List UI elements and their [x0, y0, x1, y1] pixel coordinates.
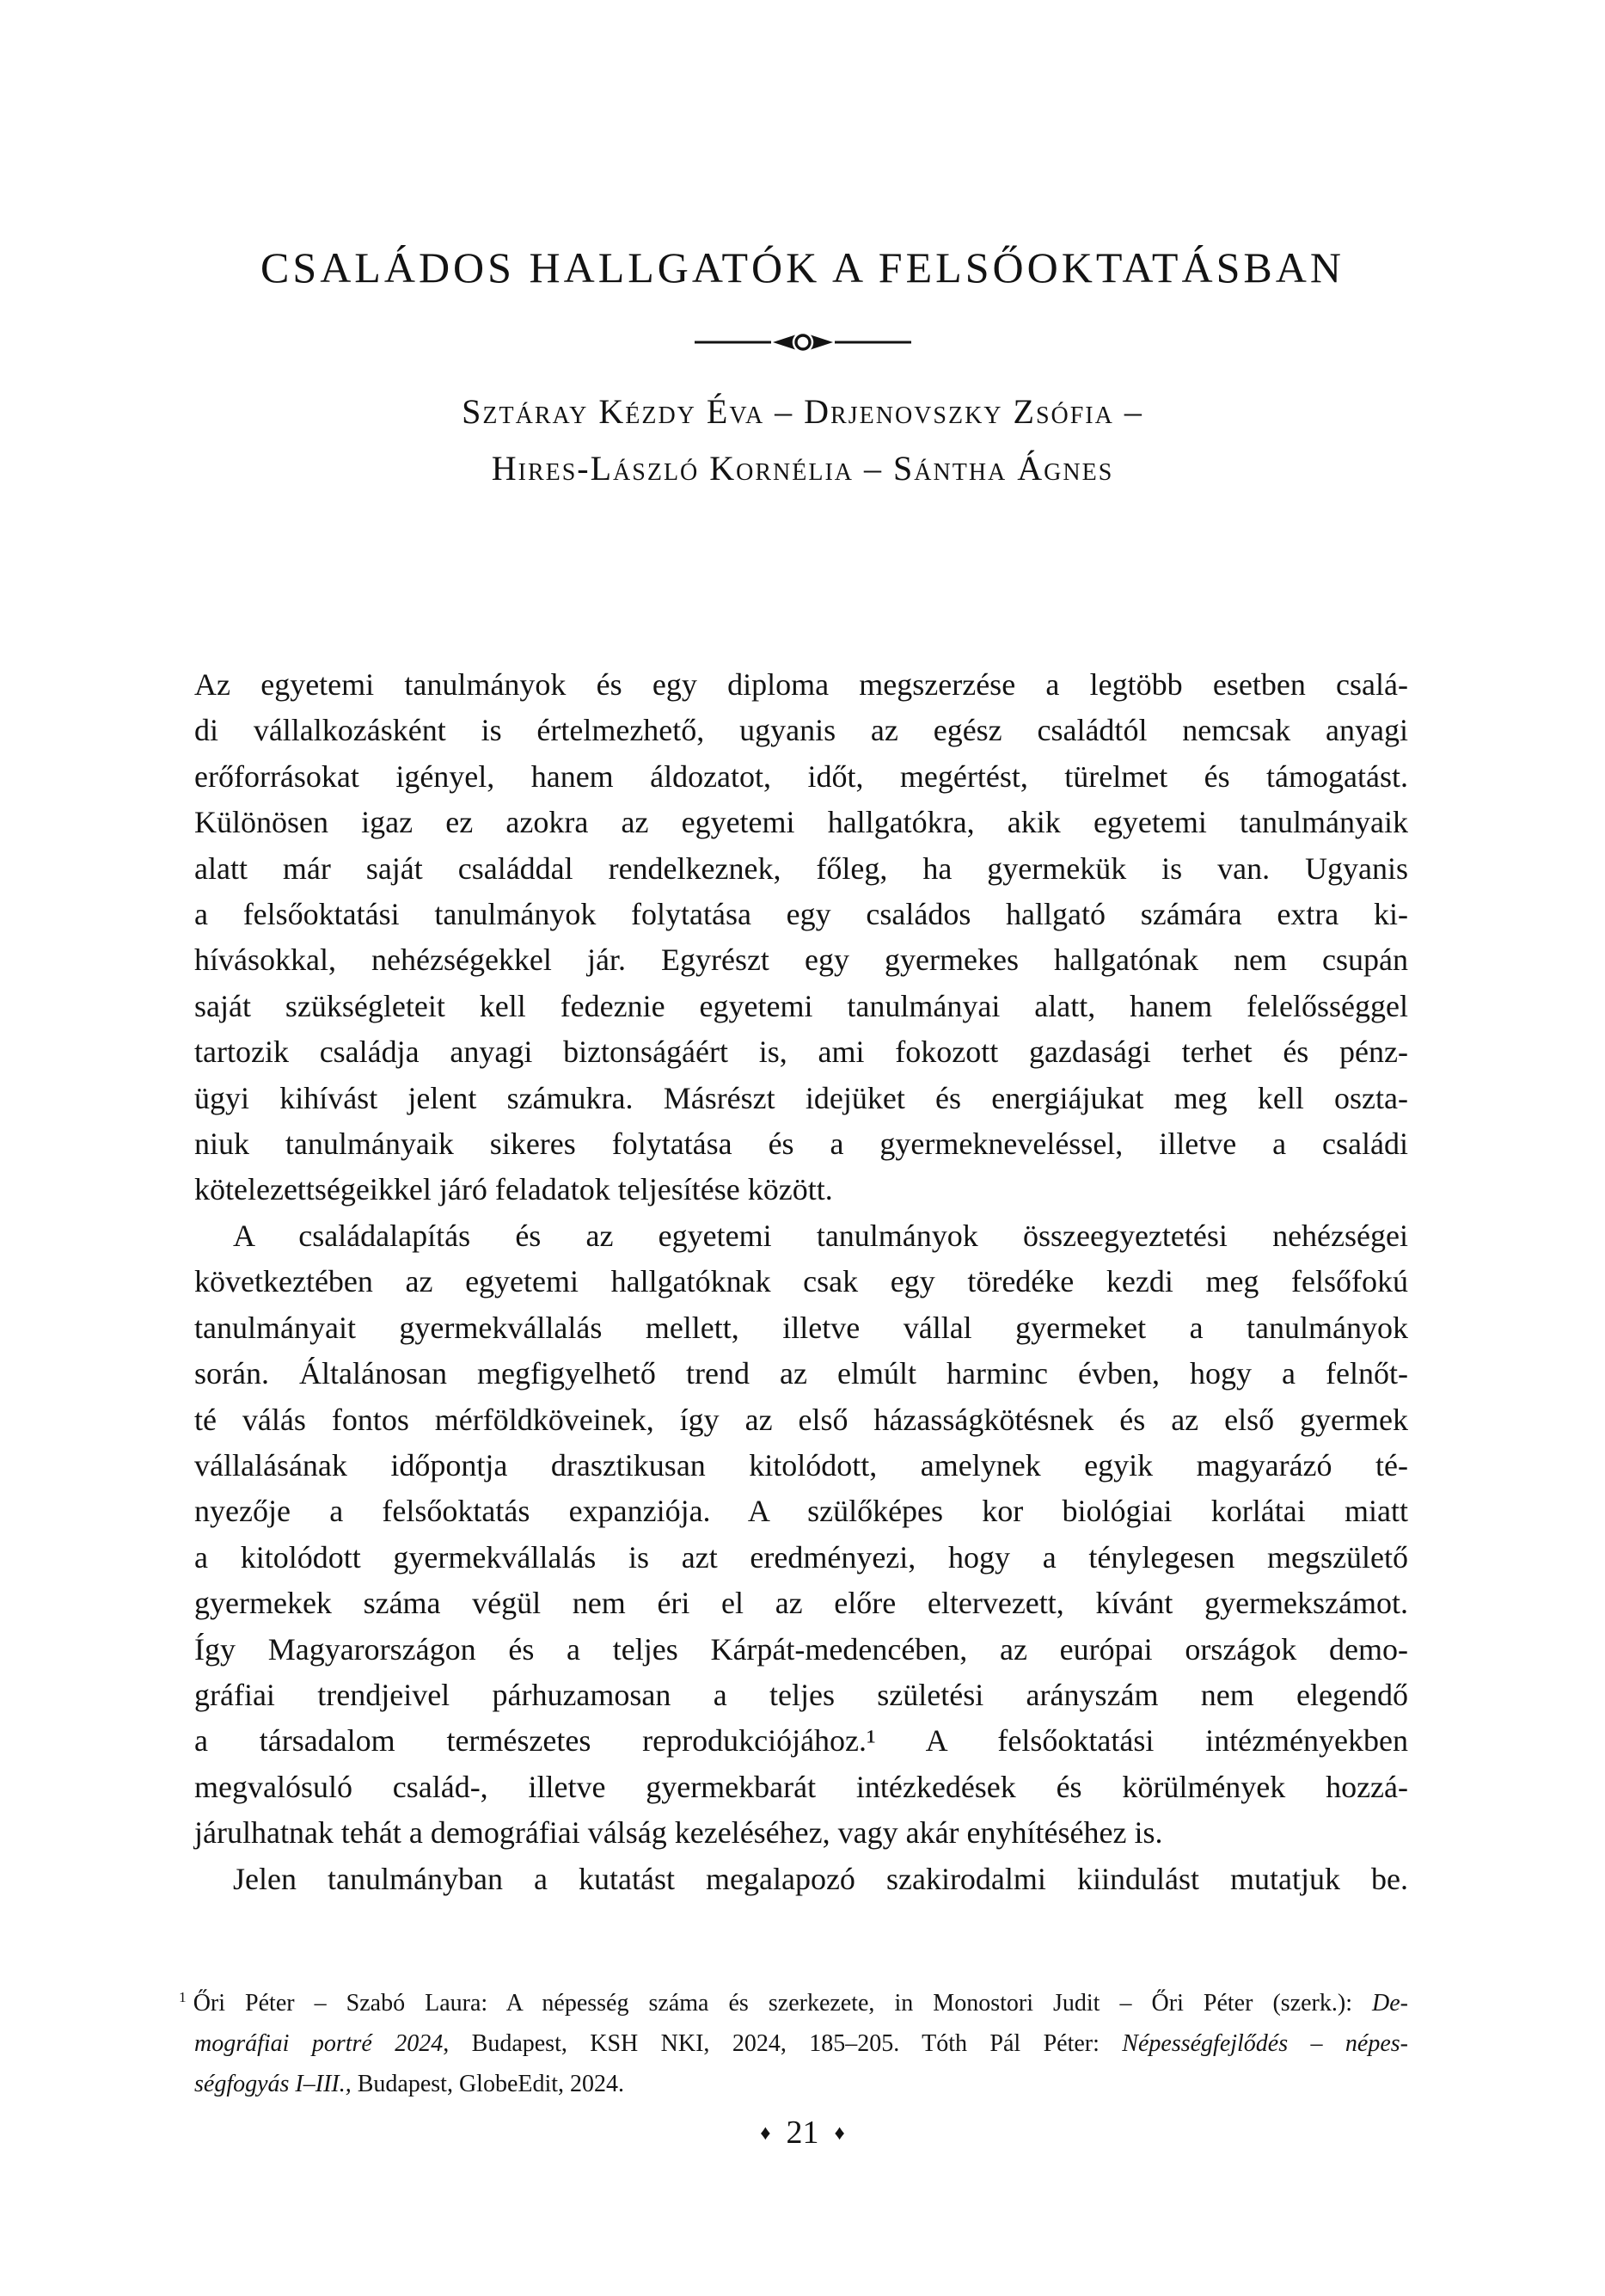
footnote-text: [179, 1983, 1408, 2104]
body-line: niuk tanulmányaik sikeres folytatása és a gyermekneveléssel, illetve a családi: [194, 1127, 1408, 1162]
body-line: alatt már saját családdal rendelkeznek, főleg, ha gyermekük is van. Ugyanis: [194, 850, 1408, 886]
body-line: A családalapítás és az egyetemi tanulmányok összeegyeztetési nehézségei: [233, 1218, 1408, 1253]
footnote-italic-segment: ségfogyás I–III.,: [194, 2071, 352, 2097]
body-line: a társadalom természetes reprodukciójához.¹ A felsőoktatási intézményekben: [194, 1723, 1408, 1759]
body-line: Különösen igaz ez azokra az egyetemi hallgatókra, akik egyetemi tanulmányaik: [194, 805, 1408, 840]
body-line: tartozik családja anyagi biztonságáért is, ami fokozott gazdasági terhet és pénz-: [194, 1034, 1408, 1070]
footnote-italic-segment: Népességfejlődés – népes-: [1122, 2030, 1408, 2057]
body-line: tanulmányait gyermekvállalás mellett, illetve vállal gyermeket a tanulmányok: [194, 1310, 1408, 1345]
body-text: [194, 662, 1408, 1902]
footer-left-diamond-icon: ♦: [760, 2122, 771, 2145]
footnote-segment: Budapest, GlobeEdit, 2024.: [351, 2071, 625, 2097]
body-line: erőforrásokat igényel, hanem áldozatot, időt, megértést, türelmet és támogatást.: [194, 758, 1408, 794]
body-line: Az egyetemi tanulmányok és egy diploma megszerzése a legtöbb esetben csalá-: [194, 667, 1408, 702]
footnote-segment: , Budapest, KSH NKI, 2024, 185–205. Tóth Pál Péter:: [443, 2030, 1123, 2057]
body-line: gráfiai trendjeivel párhuzamosan a teljes születési arányszám nem elegendő: [194, 1677, 1408, 1712]
body-line: megvalósuló család-, illetve gyermekbarát intézkedések és körülmények hozzá-: [194, 1769, 1408, 1804]
page-title: CSALÁDOS HALLGATÓK A FELSŐOKTATÁSBAN: [260, 243, 1345, 292]
body-line: ügyi kihívást jelent számukra. Másrészt idejüket és energiájukat meg kell oszta-: [194, 1080, 1408, 1115]
footnote-italic-segment: mográfiai portré 2024: [194, 2030, 444, 2057]
body-line: nyezője a felsőoktatás expanziója. A szülőképes kor biológiai korlátai miatt: [194, 1494, 1408, 1529]
body-line: di vállalkozásként is értelmezhető, ugyanis az egész családtól nemcsak anyagi: [194, 713, 1408, 748]
footer-right-diamond-icon: ♦: [834, 2122, 845, 2145]
body-line: kötelezettségeikkel járó feladatok teljesítése között.: [194, 1172, 833, 1207]
body-line: következtében az egyetemi hallgatóknak csak egy töredéke kezdi meg felsőfokú: [194, 1264, 1408, 1299]
footnote-line: [194, 2064, 1408, 2104]
author-line: Sztáray Kézdy Éva – Drjenovszky Zsófia –: [462, 392, 1143, 431]
body-line: saját szükségleteit kell fedeznie egyetemi tanulmányai alatt, hanem felelősséggel: [194, 988, 1408, 1023]
body-line: a felsőoktatási tanulmányok folytatása egy családos hallgató számára extra ki-: [194, 897, 1408, 932]
footnote-italic-segment: De-: [1372, 1990, 1408, 2017]
body-line: Jelen tanulmányban a kutatást megalapozó szakirodalmi kiindulást mutatjuk be.: [233, 1861, 1408, 1896]
author-block: [0, 384, 1605, 497]
footnote-line: [194, 2023, 1408, 2064]
body-line: Így Magyarországon és a teljes Kárpát-medencében, az európai országok demo-: [194, 1631, 1408, 1667]
footnote-marker: 1: [179, 1988, 187, 2005]
footnote-line: [179, 1983, 1408, 2023]
body-line: a kitolódott gyermekvállalás is azt eredményezi, hogy a ténylegesen megszülető: [194, 1539, 1408, 1575]
body-line: vállalásának időpontja drasztikusan kitolódott, amelynek egyik magyarázó té-: [194, 1447, 1408, 1483]
body-line: során. Általánosan megfigyelhető trend az elmúlt harminc évben, hogy a felnőt-: [194, 1356, 1408, 1391]
author-line: Hires-László Kornélia – Sántha Ágnes: [491, 449, 1114, 488]
body-line: gyermekek száma végül nem éri el az előre eltervezett, kívánt gyermekszámot.: [194, 1586, 1408, 1621]
page-number: 21: [786, 2115, 819, 2151]
page-footer: [0, 2114, 1605, 2152]
footnote-segment: Őri Péter – Szabó Laura: A népesség száma és szerkezete, in Monostori Judit – Őri Péter (szerk.):: [193, 1990, 1373, 2017]
section-divider: [0, 332, 1605, 357]
body-line: té válás fontos mérföldköveinek, így az első házasságkötésnek és az első gyermek: [194, 1402, 1408, 1437]
body-line: járulhatnak tehát a demográfiai válság kezeléséhez, vagy akár enyhítéséhez is.: [194, 1815, 1163, 1851]
body-line: hívásokkal, nehézségekkel jár. Egyrészt egy gyermekes hallgatónak nem csupán: [194, 942, 1408, 978]
divider-ornament-icon: [695, 332, 911, 353]
